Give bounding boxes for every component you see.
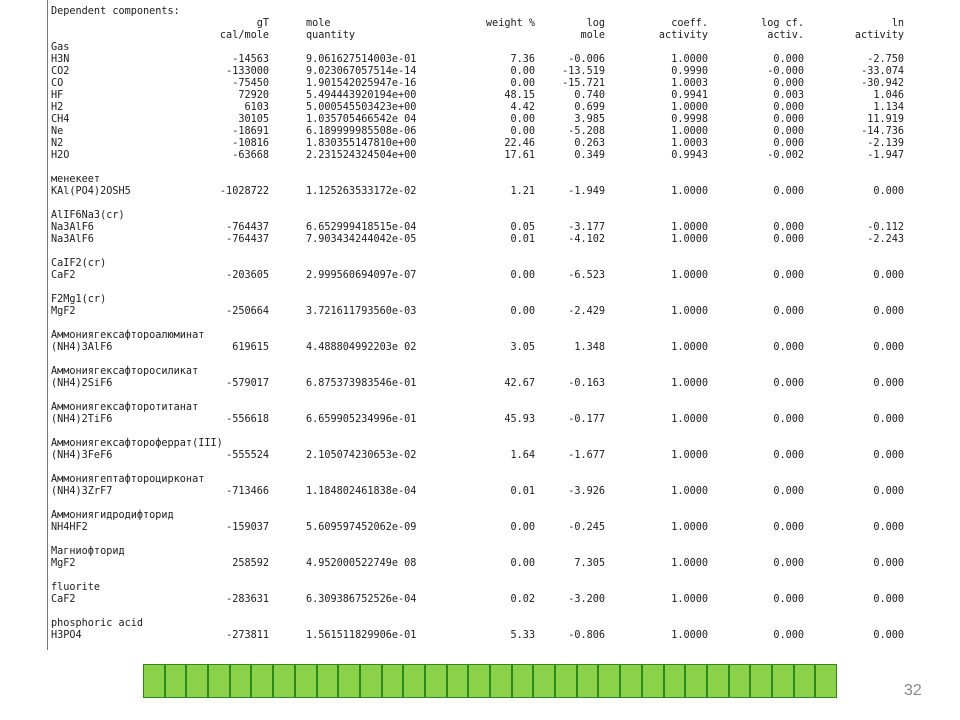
section-name: F2Mg1(cr) (51, 294, 107, 305)
table-cell: -2.243 (867, 234, 904, 245)
table-cell: (NH4)3ZrF7 (51, 486, 113, 497)
table-cell: N2 (51, 138, 64, 149)
table-cell: 4.952000522749e 08 (306, 558, 417, 569)
section-name: Аммониягексафтороферрат(III) (51, 438, 223, 449)
table-cell: -30.942 (861, 78, 904, 89)
table-cell: 619615 (232, 342, 269, 353)
section-name: CaIF2(cr) (51, 258, 107, 269)
table-row (51, 630, 911, 642)
table-cell: 0.00 (510, 270, 535, 281)
table-cell: 6.189999985508e-06 (306, 126, 417, 137)
section-name: менекеет (51, 174, 101, 185)
section-heading (51, 330, 911, 342)
progress-cell (447, 664, 469, 698)
table-cell: 0.000 (773, 138, 804, 149)
table-cell: NH4HF2 (51, 522, 88, 533)
progress-cell (512, 664, 534, 698)
table-cell: -0.002 (767, 150, 804, 161)
progress-cell (295, 664, 317, 698)
progress-cell (729, 664, 751, 698)
column-header: quantity (306, 30, 356, 41)
table-cell: -555524 (226, 450, 269, 461)
table-cell: 1.348 (574, 342, 605, 353)
section-name: Магниофторид (51, 546, 125, 557)
table-cell: CO2 (51, 66, 70, 77)
progress-cell (772, 664, 794, 698)
table-cell: 0.000 (873, 522, 904, 533)
table-cell: 1.0000 (671, 378, 708, 389)
table-cell: 45.93 (504, 414, 535, 425)
table-cell: 0.000 (773, 558, 804, 569)
table-cell: 6.309386752526e-04 (306, 594, 417, 605)
table-row (51, 126, 911, 138)
table-cell: KAl(PO4)2OSH5 (51, 186, 131, 197)
table-cell: 1.0000 (671, 522, 708, 533)
table-cell: Na3AlF6 (51, 222, 94, 233)
table-cell: 0.01 (510, 234, 535, 245)
table-cell: H2 (51, 102, 64, 113)
table-cell: 1.0000 (671, 222, 708, 233)
table-cell: -2.139 (867, 138, 904, 149)
table-cell: 1.0000 (671, 342, 708, 353)
table-cell: 0.000 (773, 522, 804, 533)
table-cell: 2.231524324504e+00 (306, 150, 417, 161)
table-row (51, 114, 911, 126)
table-cell: CaF2 (51, 270, 76, 281)
section-name: Аммониягексафторотитанат (51, 402, 199, 413)
table-row (51, 66, 911, 78)
table-cell: CO (51, 78, 64, 89)
table-cell: 0.000 (773, 54, 804, 65)
header-title-line (51, 6, 911, 18)
section-name: Аммониягексафторосиликат (51, 366, 199, 377)
table-cell: 9.061627514003e-01 (306, 54, 417, 65)
table-cell: 0.00 (510, 306, 535, 317)
progress-cell (208, 664, 230, 698)
table-cell: 0.9943 (671, 150, 708, 161)
table-cell: 48.15 (504, 90, 535, 101)
table-row (51, 186, 911, 198)
table-cell: 3.985 (574, 114, 605, 125)
section-name: phosphoric acid (51, 618, 144, 629)
progress-cell (251, 664, 273, 698)
table-cell: 5.494443920194e+00 (306, 90, 417, 101)
table-cell: 0.000 (773, 186, 804, 197)
progress-cell (750, 664, 772, 698)
table-cell: -0.177 (568, 414, 605, 425)
progress-cell (468, 664, 490, 698)
table-cell: 0.000 (773, 126, 804, 137)
section-heading (51, 366, 911, 378)
table-cell: 5.000545503423e+00 (306, 102, 417, 113)
progress-cell (642, 664, 664, 698)
column-header: gT (256, 18, 269, 29)
table-cell: 1.0000 (671, 126, 708, 137)
table-cell: -0.006 (568, 54, 605, 65)
table-cell: 0.000 (873, 186, 904, 197)
table-cell: -10816 (232, 138, 269, 149)
table-cell: -0.112 (867, 222, 904, 233)
progress-cell (794, 664, 816, 698)
table-cell: 1.0000 (671, 486, 708, 497)
table-row (51, 306, 911, 318)
table-cell: 2.105074230653e-02 (306, 450, 417, 461)
section-name: Gas (51, 42, 70, 53)
table-cell: -3.200 (568, 594, 605, 605)
column-header: coeff. (671, 18, 708, 29)
table-cell: H2O (51, 150, 70, 161)
table-cell: 1.0003 (671, 78, 708, 89)
table-cell: -2.429 (568, 306, 605, 317)
table-cell: -713466 (226, 486, 269, 497)
table-cell: 1.0000 (671, 306, 708, 317)
section-name: Аммониягексафтороалюминат (51, 330, 205, 341)
table-row (51, 594, 911, 606)
table-cell: -1.947 (867, 150, 904, 161)
table-row (51, 270, 911, 282)
table-cell: 0.000 (873, 594, 904, 605)
table-cell: Na3AlF6 (51, 234, 94, 245)
table-cell: -0.806 (568, 630, 605, 641)
table-cell: 1.830355147810e+00 (306, 138, 417, 149)
table-cell: 9.023067057514e-14 (306, 66, 417, 77)
table-cell: -0.245 (568, 522, 605, 533)
table-cell: -2.750 (867, 54, 904, 65)
column-header: weight % (485, 18, 535, 29)
table-cell: 22.46 (504, 138, 535, 149)
table-cell: 72920 (238, 90, 269, 101)
table-row (51, 222, 911, 234)
table-cell: CH4 (51, 114, 70, 125)
column-header: activity (854, 30, 904, 41)
table-cell: CaF2 (51, 594, 76, 605)
table-cell: Ne (51, 126, 64, 137)
section-heading (51, 582, 911, 594)
table-cell: 4.488804992203e 02 (306, 342, 417, 353)
table-cell: -556618 (226, 414, 269, 425)
table-cell: 1.0000 (671, 102, 708, 113)
table-cell: 1.125263533172e-02 (306, 186, 417, 197)
section-heading (51, 174, 911, 186)
table-cell: 0.000 (773, 306, 804, 317)
table-cell: 1.0003 (671, 138, 708, 149)
table-cell: 6.875373983546e-01 (306, 378, 417, 389)
section-name: Аммониягептафтороцирконат (51, 474, 205, 485)
table-cell: HF (51, 90, 64, 101)
column-header: activity (658, 30, 708, 41)
table-cell: 0.9998 (671, 114, 708, 125)
table-cell: (NH4)2TiF6 (51, 414, 113, 425)
table-cell: 0.003 (773, 90, 804, 101)
section-name: fluorite (51, 582, 101, 593)
table-cell: 0.000 (773, 270, 804, 281)
table-cell: -273811 (226, 630, 269, 641)
section-heading (51, 210, 911, 222)
table-cell: -14563 (232, 54, 269, 65)
results-printout (47, 0, 916, 650)
progress-cell (425, 664, 447, 698)
table-cell: -75450 (232, 78, 269, 89)
table-row (51, 450, 911, 462)
progress-cell (707, 664, 729, 698)
table-cell: 0.000 (873, 630, 904, 641)
table-cell: 7.36 (510, 54, 535, 65)
table-cell: 0.000 (773, 342, 804, 353)
table-row (51, 90, 911, 102)
table-cell: 1.046 (873, 90, 904, 101)
table-cell: 0.000 (873, 306, 904, 317)
table-cell: -5.208 (568, 126, 605, 137)
table-cell: 5.609597452062e-09 (306, 522, 417, 533)
column-header: log (586, 18, 605, 29)
table-cell: 1.64 (510, 450, 535, 461)
column-header: ln (891, 18, 904, 29)
column-header: mole (580, 30, 605, 41)
section-heading (51, 618, 911, 630)
table-row (51, 342, 911, 354)
table-row (51, 486, 911, 498)
progress-cell (360, 664, 382, 698)
table-cell: 1.184802461838e-04 (306, 486, 417, 497)
table-cell: 258592 (232, 558, 269, 569)
progress-cell (273, 664, 295, 698)
table-cell: 2.999560694097e-07 (306, 270, 417, 281)
table-cell: 5.33 (510, 630, 535, 641)
table-cell: 0.699 (574, 102, 605, 113)
table-cell: 1.0000 (671, 270, 708, 281)
table-cell: 0.02 (510, 594, 535, 605)
table-cell: 0.000 (873, 450, 904, 461)
table-cell: 0.000 (873, 270, 904, 281)
table-cell: (NH4)3AlF6 (51, 342, 113, 353)
table-cell: 0.000 (773, 486, 804, 497)
table-cell: 17.61 (504, 150, 535, 161)
progress-cell (143, 664, 165, 698)
table-cell: 0.05 (510, 222, 535, 233)
section-heading (51, 546, 911, 558)
table-cell: -13.519 (562, 66, 605, 77)
table-cell: 0.740 (574, 90, 605, 101)
table-cell: 0.00 (510, 522, 535, 533)
table-cell: H3N (51, 54, 70, 65)
progress-cell (382, 664, 404, 698)
column-header: log cf. (761, 18, 804, 29)
table-cell: 1.21 (510, 186, 535, 197)
table-cell: 0.000 (773, 222, 804, 233)
table-cell: 0.000 (773, 114, 804, 125)
table-cell: -764437 (226, 234, 269, 245)
table-row (51, 102, 911, 114)
table-row (51, 234, 911, 246)
table-cell: -764437 (226, 222, 269, 233)
table-cell: (NH4)3FeF6 (51, 450, 113, 461)
section-heading (51, 42, 911, 54)
table-cell: 0.000 (873, 486, 904, 497)
table-cell: 11.919 (867, 114, 904, 125)
table-cell: -33.074 (861, 66, 904, 77)
table-cell: -3.926 (568, 486, 605, 497)
section-heading (51, 294, 911, 306)
table-cell: 0.00 (510, 78, 535, 89)
table-row (51, 150, 911, 162)
page-number: 32 (904, 682, 922, 699)
column-header: cal/mole (219, 30, 269, 41)
table-cell: 6.659905234996e-01 (306, 414, 417, 425)
table-cell: -1028722 (219, 186, 269, 197)
table-cell: 0.00 (510, 66, 535, 77)
table-cell: 3.05 (510, 342, 535, 353)
table-cell: -0.163 (568, 378, 605, 389)
table-cell: 30105 (238, 114, 269, 125)
table-cell: 0.9990 (671, 66, 708, 77)
table-cell: MgF2 (51, 558, 76, 569)
table-cell: 0.000 (773, 234, 804, 245)
table-cell: 1.0000 (671, 630, 708, 641)
progress-cell (490, 664, 512, 698)
table-cell: 0.349 (574, 150, 605, 161)
table-row (51, 138, 911, 150)
table-cell: 0.000 (773, 78, 804, 89)
progress-cell (555, 664, 577, 698)
table-cell: 1.134 (873, 102, 904, 113)
progress-cell (230, 664, 252, 698)
table-cell: 0.000 (873, 342, 904, 353)
table-cell: 0.00 (510, 558, 535, 569)
section-heading (51, 258, 911, 270)
table-row (51, 54, 911, 66)
progress-cell (403, 664, 425, 698)
table-row (51, 522, 911, 534)
table-cell: 0.000 (773, 450, 804, 461)
section-heading (51, 474, 911, 486)
header-row2 (51, 30, 911, 42)
table-cell: 1.0000 (671, 234, 708, 245)
table-cell: -3.177 (568, 222, 605, 233)
progress-cell (317, 664, 339, 698)
table-cell: -250664 (226, 306, 269, 317)
progress-cell (664, 664, 686, 698)
header-row1 (51, 18, 911, 30)
table-cell: 1.0000 (671, 414, 708, 425)
table-cell: MgF2 (51, 306, 76, 317)
table-cell: -15.721 (562, 78, 605, 89)
table-cell: -159037 (226, 522, 269, 533)
table-cell: 1.0000 (671, 558, 708, 569)
section-name: Аммониягидродифторид (51, 510, 174, 521)
table-cell: 1.901542025947e-16 (306, 78, 417, 89)
table-cell: 4.42 (510, 102, 535, 113)
table-cell: 7.903434244042e-05 (306, 234, 417, 245)
progress-cell (533, 664, 555, 698)
progress-cell (165, 664, 187, 698)
table-cell: -18691 (232, 126, 269, 137)
table-cell: -0.000 (767, 66, 804, 77)
progress-cell (598, 664, 620, 698)
table-cell: 0.000 (873, 558, 904, 569)
table-cell: 0.263 (574, 138, 605, 149)
table-cell: 0.000 (873, 414, 904, 425)
table-cell: 0.01 (510, 486, 535, 497)
progress-cell (620, 664, 642, 698)
table-cell: -1.677 (568, 450, 605, 461)
section-heading (51, 438, 911, 450)
progress-cell (815, 664, 837, 698)
table-cell: 0.000 (773, 594, 804, 605)
table-cell: -63668 (232, 150, 269, 161)
table-cell: 0.000 (773, 378, 804, 389)
table-cell: 0.000 (873, 378, 904, 389)
table-cell: 1.561511829906e-01 (306, 630, 417, 641)
table-cell: 6103 (244, 102, 269, 113)
table-row (51, 78, 911, 90)
table-cell: -6.523 (568, 270, 605, 281)
table-cell: 1.0000 (671, 450, 708, 461)
table-cell: 0.000 (773, 102, 804, 113)
table-cell: 0.9941 (671, 90, 708, 101)
table-cell: 1.0000 (671, 594, 708, 605)
table-row (51, 558, 911, 570)
table-cell: -203605 (226, 270, 269, 281)
table-cell: -4.102 (568, 234, 605, 245)
section-heading (51, 402, 911, 414)
table-cell: -283631 (226, 594, 269, 605)
section-name: AlIF6Na3(cr) (51, 210, 125, 221)
progress-cell (577, 664, 599, 698)
table-cell: -579017 (226, 378, 269, 389)
table-cell: -1.949 (568, 186, 605, 197)
header-title: Dependent components: (51, 6, 180, 17)
progress-cell-strip (143, 664, 837, 700)
column-header: activ. (767, 30, 804, 41)
table-cell: 6.652999418515e-04 (306, 222, 417, 233)
progress-cell (685, 664, 707, 698)
progress-cell (186, 664, 208, 698)
table-cell: 1.035705466542e 04 (306, 114, 417, 125)
table-cell: 7.305 (574, 558, 605, 569)
table-cell: 0.000 (773, 414, 804, 425)
table-cell: 1.0000 (671, 186, 708, 197)
table-cell: 0.00 (510, 126, 535, 137)
column-header: mole (306, 18, 331, 29)
progress-cell (338, 664, 360, 698)
table-cell: -14.736 (861, 126, 904, 137)
table-cell: 3.721611793560e-03 (306, 306, 417, 317)
section-heading (51, 510, 911, 522)
table-cell: 42.67 (504, 378, 535, 389)
table-row (51, 378, 911, 390)
table-row (51, 414, 911, 426)
table-cell: -133000 (226, 66, 269, 77)
table-cell: 1.0000 (671, 54, 708, 65)
table-cell: (NH4)2SiF6 (51, 378, 113, 389)
table-cell: H3PO4 (51, 630, 82, 641)
table-cell: 0.000 (773, 630, 804, 641)
table-cell: 0.00 (510, 114, 535, 125)
